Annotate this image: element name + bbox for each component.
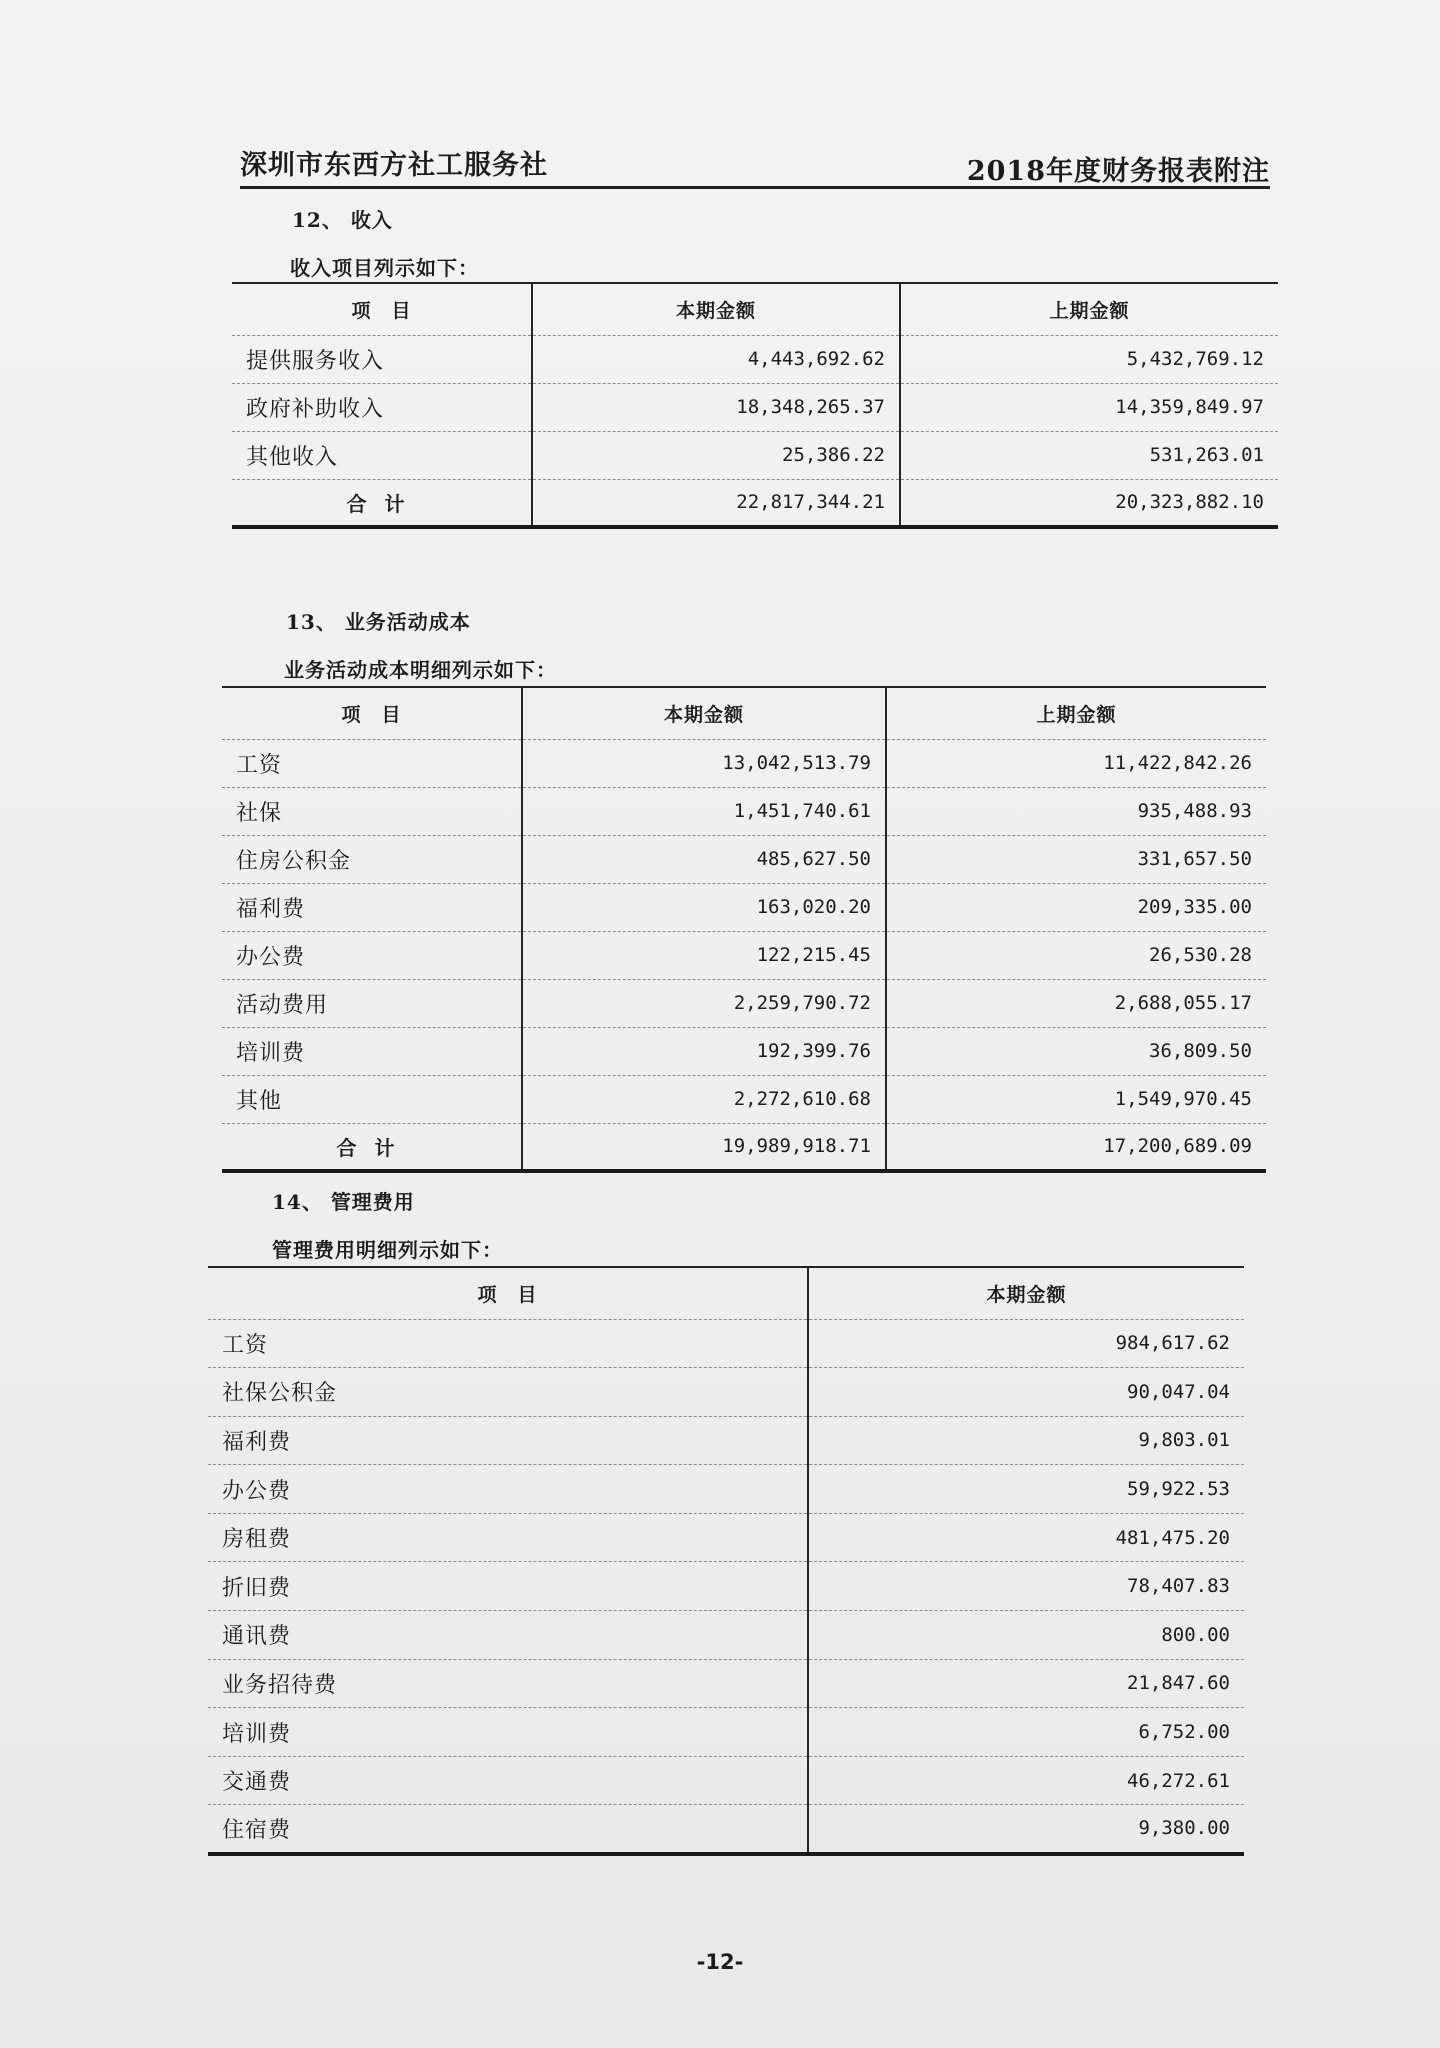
- section-12-intro: 收入项目列示如下：: [290, 256, 479, 280]
- row-current-amount: 122,215.45: [522, 931, 886, 979]
- column-header-current: 本期金额: [522, 687, 886, 739]
- total-current-amount: 19,989,918.71: [522, 1123, 886, 1171]
- table-row: [208, 1805, 1244, 1854]
- row-current-amount: 481,475.20: [808, 1513, 1244, 1562]
- section-13-heading: [286, 606, 471, 635]
- row-item: 培训费: [222, 1027, 522, 1075]
- table-header-row: [222, 687, 1266, 739]
- table-row: [222, 835, 1266, 883]
- table-row: [232, 383, 1278, 431]
- table-row: [208, 1416, 1244, 1465]
- section-title: 收入: [350, 208, 393, 232]
- row-item: 社保公积金: [208, 1368, 808, 1417]
- section-number: 13、: [286, 610, 337, 634]
- table-row: [222, 931, 1266, 979]
- row-current-amount: 13,042,513.79: [522, 739, 886, 787]
- column-header-current: 本期金额: [532, 283, 900, 335]
- total-current-amount: 22,817,344.21: [532, 479, 900, 527]
- row-item: 活动费用: [222, 979, 522, 1027]
- row-item: 福利费: [208, 1416, 808, 1465]
- table-row: [222, 883, 1266, 931]
- table-row: [208, 1319, 1244, 1368]
- table-total-row: [222, 1123, 1266, 1171]
- row-current-amount: 59,922.53: [808, 1465, 1244, 1514]
- row-current-amount: 163,020.20: [522, 883, 886, 931]
- total-label: 合计: [222, 1123, 522, 1171]
- row-current-amount: 192,399.76: [522, 1027, 886, 1075]
- table-row: [208, 1611, 1244, 1660]
- row-prior-amount: 209,335.00: [886, 883, 1266, 931]
- admin-expense-table: [208, 1266, 1244, 1856]
- table-header-row: [232, 283, 1278, 335]
- row-current-amount: 4,443,692.62: [532, 335, 900, 383]
- row-item: 办公费: [222, 931, 522, 979]
- row-current-amount: 984,617.62: [808, 1319, 1244, 1368]
- row-prior-amount: 331,657.50: [886, 835, 1266, 883]
- row-item: 办公费: [208, 1465, 808, 1514]
- row-item: 工资: [208, 1319, 808, 1368]
- column-header-prior: 上期金额: [900, 283, 1278, 335]
- row-prior-amount: 935,488.93: [886, 787, 1266, 835]
- section-13-intro: 业务活动成本明细列示如下：: [284, 658, 557, 682]
- column-header-item: 项 目: [208, 1267, 808, 1319]
- column-header-item: 项 目: [222, 687, 522, 739]
- section-number: 14、: [272, 1190, 323, 1214]
- row-current-amount: 6,752.00: [808, 1708, 1244, 1757]
- row-current-amount: 21,847.60: [808, 1659, 1244, 1708]
- business-cost-table: [222, 686, 1266, 1173]
- column-header-prior: 上期金额: [886, 687, 1266, 739]
- table-row: [208, 1562, 1244, 1611]
- row-prior-amount: 11,422,842.26: [886, 739, 1266, 787]
- row-item: 通讯费: [208, 1611, 808, 1660]
- running-header: [240, 138, 1270, 189]
- row-item: 福利费: [222, 883, 522, 931]
- table-row: [208, 1708, 1244, 1757]
- section-number: 12、: [292, 208, 343, 232]
- row-current-amount: 46,272.61: [808, 1756, 1244, 1805]
- column-header-item: 项 目: [232, 283, 532, 335]
- row-item: 折旧费: [208, 1562, 808, 1611]
- row-prior-amount: 531,263.01: [900, 431, 1278, 479]
- table-row: [222, 1027, 1266, 1075]
- row-prior-amount: 14,359,849.97: [900, 383, 1278, 431]
- row-item: 培训费: [208, 1708, 808, 1757]
- row-current-amount: 1,451,740.61: [522, 787, 886, 835]
- page-number: -12-: [696, 1950, 744, 1974]
- row-item: 社保: [222, 787, 522, 835]
- row-item: 其他收入: [232, 431, 532, 479]
- table-row: [222, 979, 1266, 1027]
- row-prior-amount: 2,688,055.17: [886, 979, 1266, 1027]
- row-current-amount: 78,407.83: [808, 1562, 1244, 1611]
- report-title: 2018年度财务报表附注: [966, 156, 1270, 187]
- section-14-intro: 管理费用明细列示如下：: [272, 1238, 503, 1262]
- section-14-heading: [272, 1186, 415, 1215]
- row-item: 交通费: [208, 1756, 808, 1805]
- income-table: [232, 282, 1278, 529]
- section-12-heading: [292, 204, 393, 233]
- row-current-amount: 2,272,610.68: [522, 1075, 886, 1123]
- table-row: [222, 739, 1266, 787]
- column-header-current: 本期金额: [808, 1267, 1244, 1319]
- table-row: [232, 431, 1278, 479]
- row-current-amount: 9,803.01: [808, 1416, 1244, 1465]
- row-item: 政府补助收入: [232, 383, 532, 431]
- table-row: [222, 787, 1266, 835]
- table-row: [232, 335, 1278, 383]
- table-row: [222, 1075, 1266, 1123]
- table-row: [208, 1756, 1244, 1805]
- total-prior-amount: 17,200,689.09: [1103, 1135, 1252, 1158]
- row-current-amount: 800.00: [808, 1611, 1244, 1660]
- total-prior-amount: 20,323,882.10: [1115, 491, 1264, 514]
- row-item: 住宿费: [208, 1805, 808, 1854]
- row-current-amount: 25,386.22: [532, 431, 900, 479]
- row-current-amount: 9,380.00: [808, 1805, 1244, 1854]
- table-row: [208, 1368, 1244, 1417]
- organization-name: 深圳市东西方社工服务社: [240, 150, 548, 181]
- section-title: 业务活动成本: [344, 610, 471, 634]
- total-label: 合计: [232, 479, 532, 527]
- row-item: 住房公积金: [222, 835, 522, 883]
- row-current-amount: 90,047.04: [808, 1368, 1244, 1417]
- row-item: 其他: [222, 1075, 522, 1123]
- row-current-amount: 485,627.50: [522, 835, 886, 883]
- row-prior-amount: 5,432,769.12: [900, 335, 1278, 383]
- row-item: 提供服务收入: [232, 335, 532, 383]
- row-item: 房租费: [208, 1513, 808, 1562]
- table-row: [208, 1513, 1244, 1562]
- table-row: [208, 1465, 1244, 1514]
- row-prior-amount: 36,809.50: [886, 1027, 1266, 1075]
- table-total-row: [232, 479, 1278, 527]
- row-item: 业务招待费: [208, 1659, 808, 1708]
- row-current-amount: 2,259,790.72: [522, 979, 886, 1027]
- row-current-amount: 18,348,265.37: [532, 383, 900, 431]
- section-title: 管理费用: [330, 1190, 415, 1214]
- row-prior-amount: 26,530.28: [886, 931, 1266, 979]
- row-prior-amount: 1,549,970.45: [886, 1075, 1266, 1123]
- table-row: [208, 1659, 1244, 1708]
- row-item: 工资: [222, 739, 522, 787]
- table-header-row: [208, 1267, 1244, 1319]
